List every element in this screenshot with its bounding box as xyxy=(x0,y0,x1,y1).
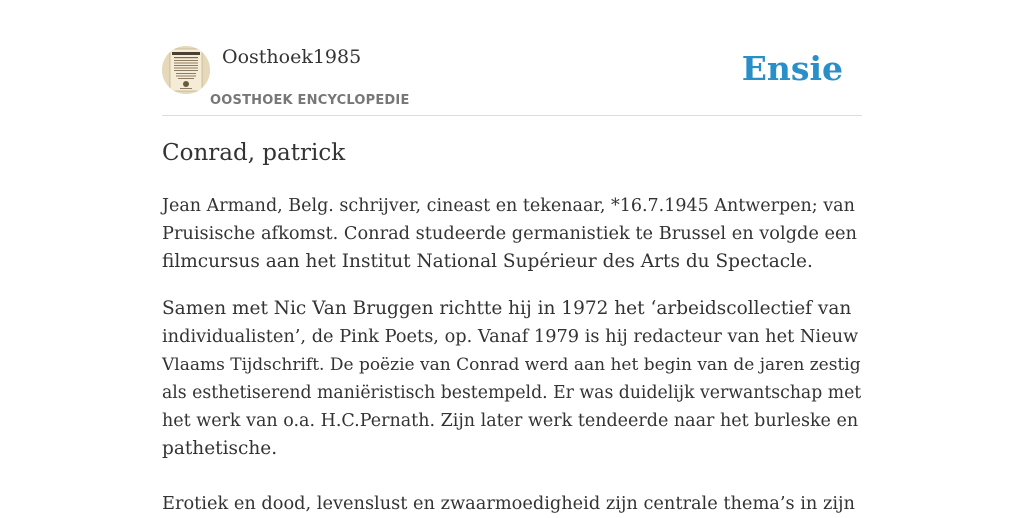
paragraph xyxy=(162,490,855,518)
author-avatar[interactable] xyxy=(162,46,210,94)
paragraph xyxy=(162,192,857,276)
paragraph-line: Erotiek en dood, levenslust en zwaarmoedigheid zijn centrale thema’s in zijn xyxy=(162,494,855,514)
paragraph-line: als esthetiserend maniëristisch bestempeld. Er was duidelijk verwantschap met xyxy=(162,383,862,403)
encyclopedia-title-page-icon xyxy=(162,46,210,94)
paragraph-line: het werk van o.a. H.C.Pernath. Zijn later werk tendeerde naar het burleske en xyxy=(162,411,859,431)
paragraph-line: filmcursus aan het Institut National Supérieur des Arts du Spectacle. xyxy=(162,251,813,272)
paragraph-line: Samen met Nic Van Bruggen richtte hij in 1972 het ‘arbeidscollectief van xyxy=(162,298,852,319)
paragraph-line: individualisten’, de Pink Poets, op. Vanaf 1979 is hij redacteur van het Nieuw xyxy=(162,327,859,347)
paragraph-line: Pruisische afkomst. Conrad studeerde germanistiek te Brussel en volgde een xyxy=(162,224,857,244)
page-title: Conrad, patrick xyxy=(162,140,346,166)
article-header xyxy=(162,44,862,116)
paragraph-line: Vlaams Tijdschrift. De poëzie van Conrad werd aan het begin van de jaren zestig xyxy=(162,355,861,375)
paragraph xyxy=(162,295,861,463)
brand-logo[interactable]: Ensie xyxy=(741,49,843,88)
source-label[interactable]: OOSTHOEK ENCYCLOPEDIE xyxy=(210,93,410,108)
author-name[interactable]: Oosthoek1985 xyxy=(222,46,362,68)
paragraph-line: Jean Armand, Belg. schrijver, cineast en tekenaar, *16.7.1945 Antwerpen; van xyxy=(162,196,855,216)
paragraph-line: pathetische. xyxy=(162,438,278,459)
